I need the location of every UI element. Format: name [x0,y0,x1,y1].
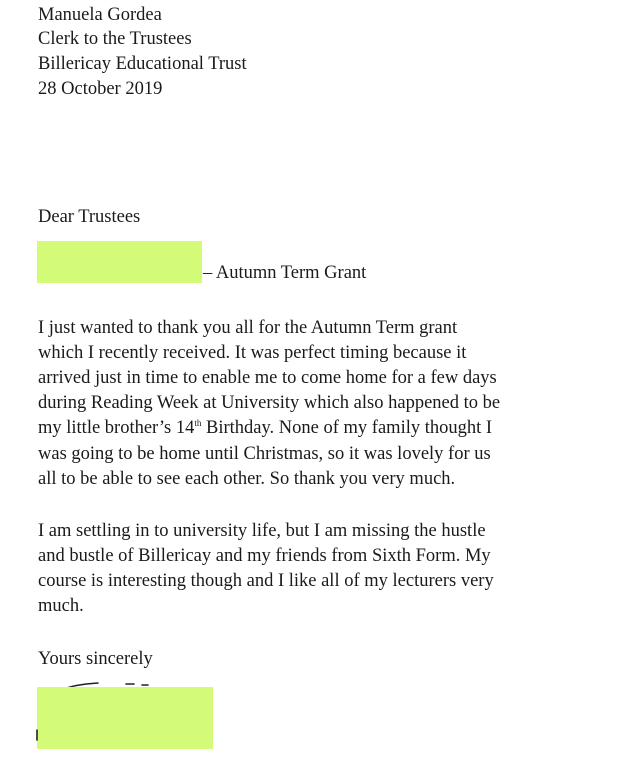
salutation: Dear Trustees [38,207,141,227]
redacted-signature [37,687,213,749]
paragraph-1-line-7: all to be able to see each other. So thank you very much. [38,469,456,489]
paragraph-1-line-5-end: Birthday. None of my family thought I [201,418,493,438]
sender-name: Manuela Gordea [38,5,162,25]
sender-role: Clerk to the Trustees [38,29,192,49]
paragraph-1-line-2: which I recently received. It was perfect timing because it [38,343,467,363]
signature-mark [33,726,41,746]
letter-date: 28 October 2019 [38,79,163,99]
paragraph-2-line-4: much. [38,596,84,616]
closing: Yours sincerely [38,649,153,669]
paragraph-2-line-2: and bustle of Billericay and my friends from Sixth Form. My [38,546,491,566]
paragraph-2-line-1: I am settling in to university life, but I am missing the hustle [38,521,486,541]
sender-organisation: Billericay Educational Trust [38,54,247,74]
paragraph-2-line-3: course is interesting though and I like all of my lecturers very [38,571,494,591]
paragraph-1-line-5 [38,417,492,439]
subject-line: – Autumn Term Grant [203,263,367,283]
paragraph-1-line-5-start: my little brother’s 14 [38,418,195,438]
paragraph-1-line-4: during Reading Week at University which also happened to be [38,393,501,413]
paragraph-1-line-3: arrived just in time to enable me to come home for a few days [38,368,497,388]
paragraph-1-line-6: was going to be home until Christmas, so it was lovely for us [38,444,491,464]
redacted-recipient-name [37,241,202,283]
paragraph-1-line-1: I just wanted to thank you all for the Autumn Term grant [38,318,458,338]
ordinal-suffix: th [194,417,202,428]
